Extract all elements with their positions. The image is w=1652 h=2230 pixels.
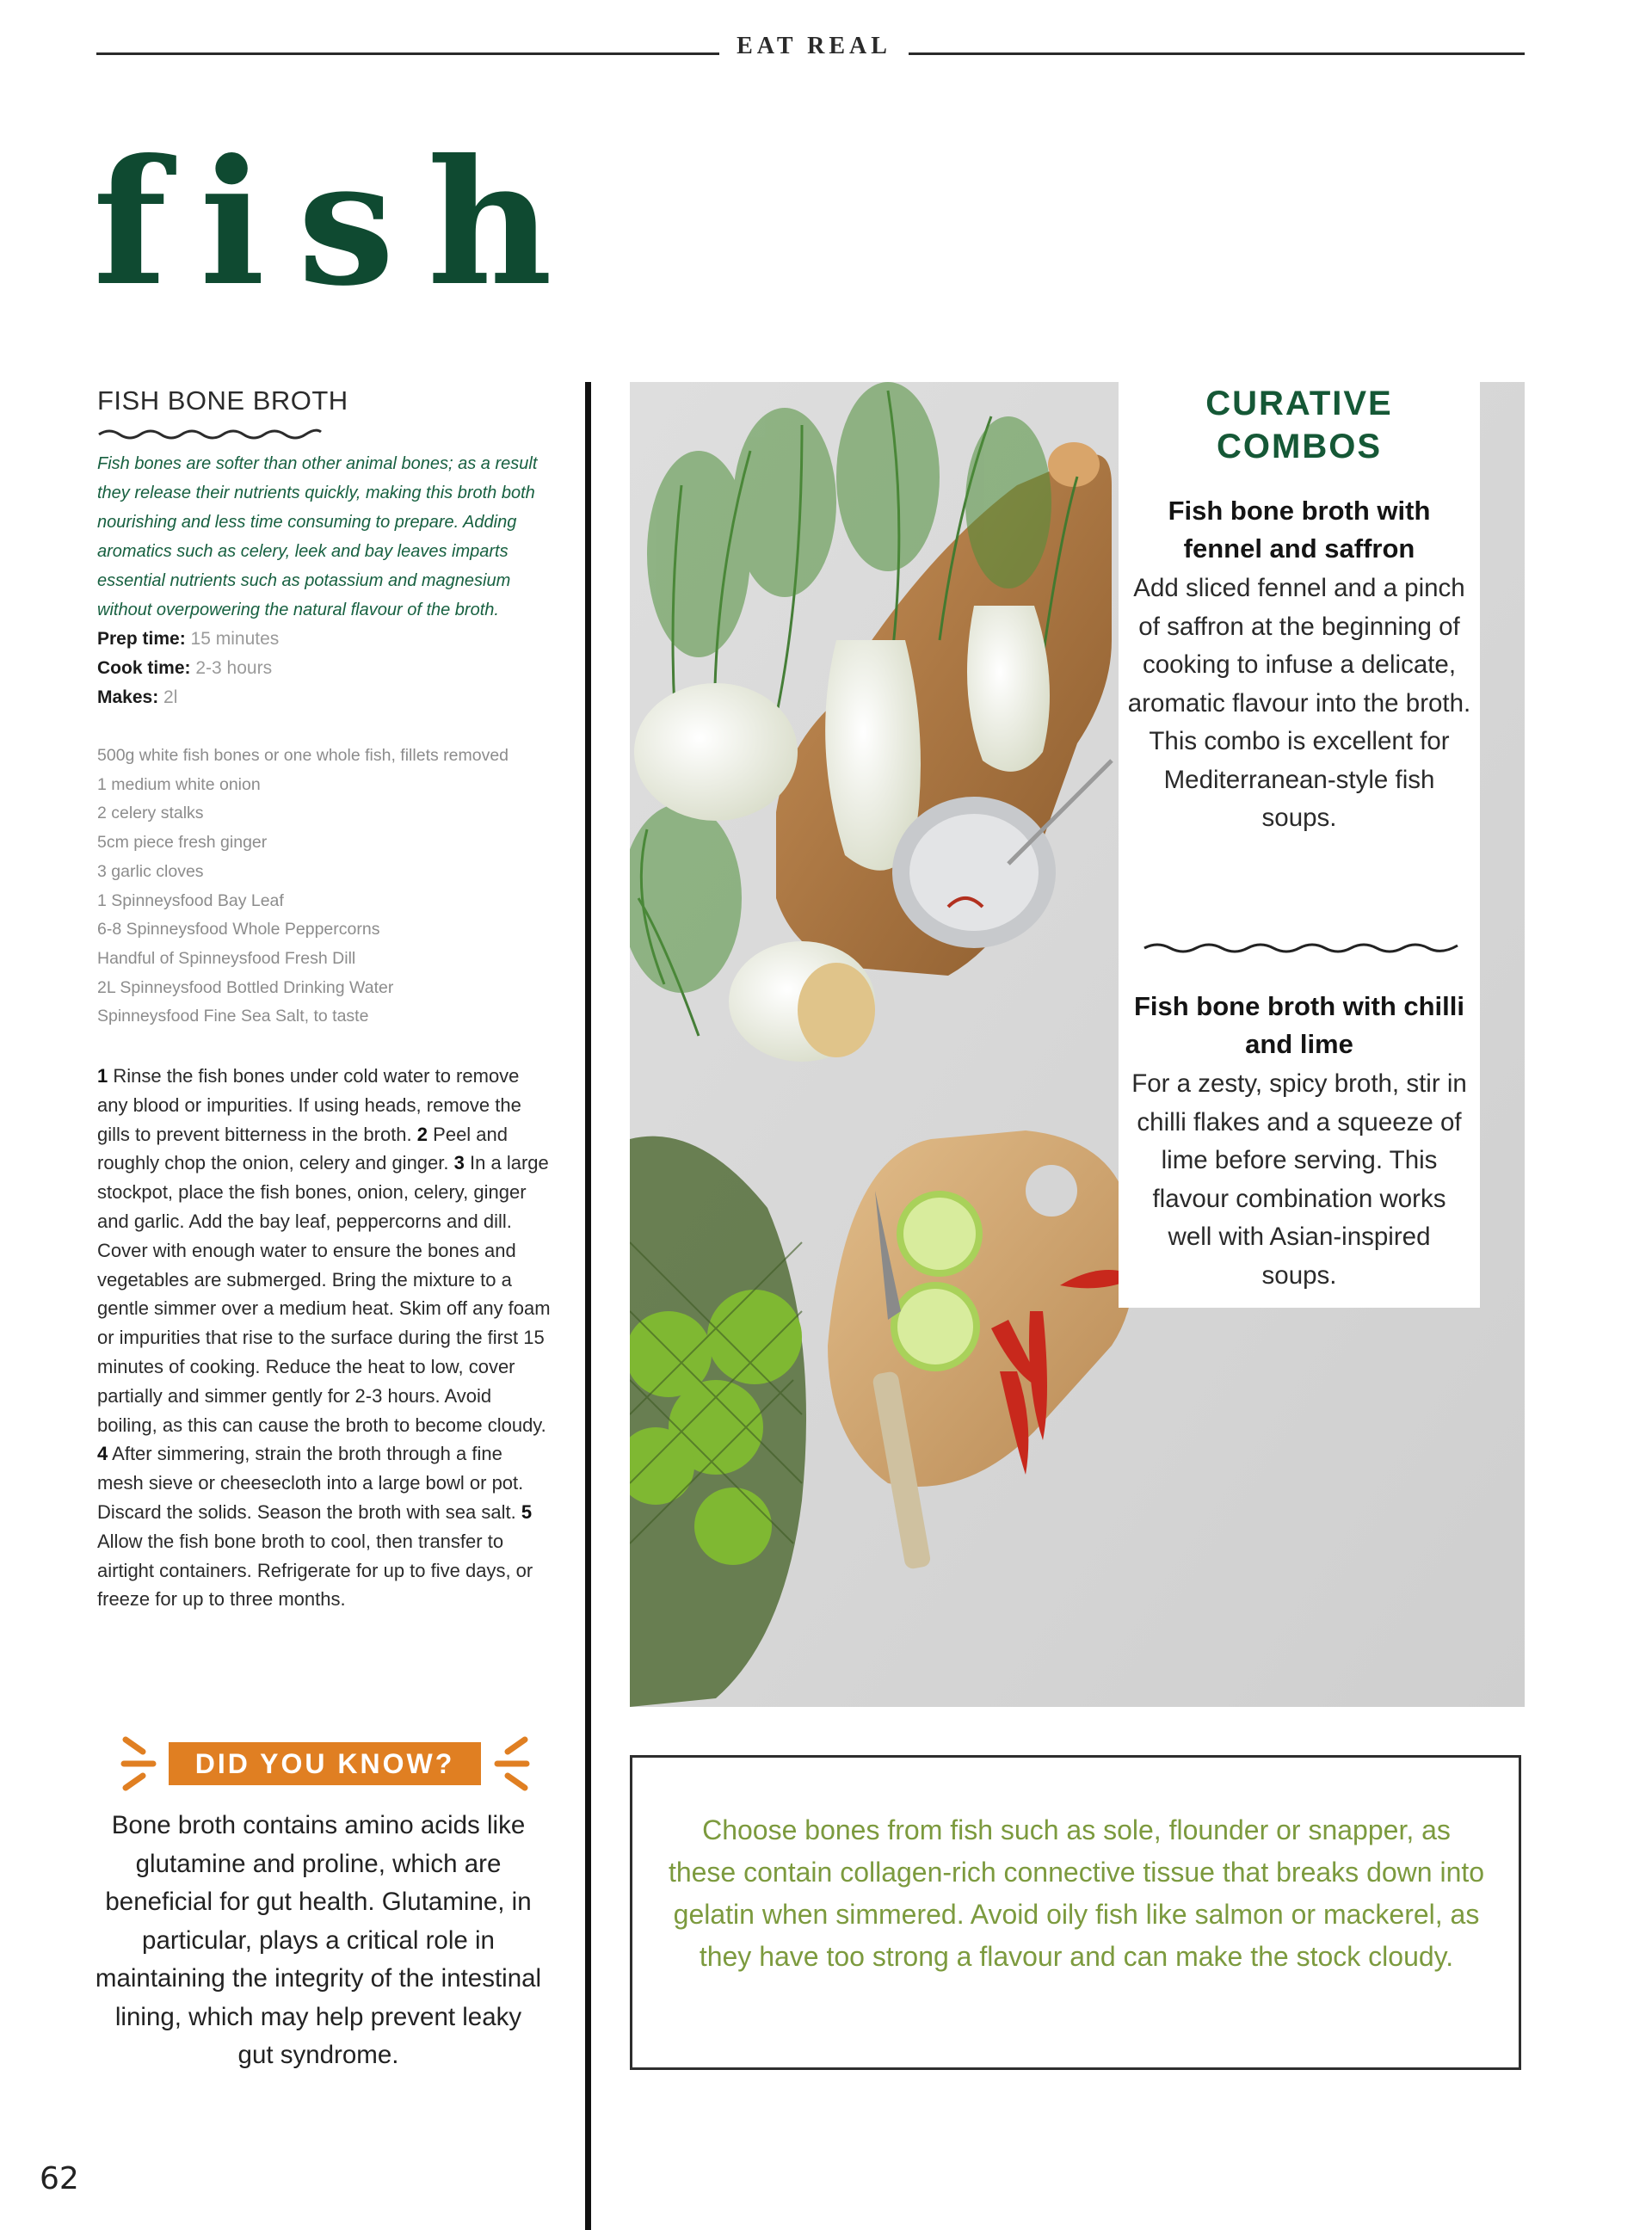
header-rule-left	[96, 52, 719, 55]
column-divider	[585, 382, 591, 2230]
did-you-know-banner	[119, 1736, 532, 1791]
did-you-know-text: Bone broth contains amino acids like glutamine and proline, which are beneficial for gut health. Glutamine, in particular, plays a critical role in maintaining the integrity of the intestinal lining, which may help prevent leaky gut syndrome.	[95, 1811, 542, 2069]
recipe-intro: Fish bones are softer than other animal bones; as a result they release their nutrients quickly, making this broth both nourishing and less time consuming to prepare. Adding aromatics such as celery, leek and bay leaves imparts essential nutrients such as potassium and magnesium without overpowering the natural flavour of the broth.	[97, 454, 538, 619]
heading-line-2: COMBOS	[1217, 428, 1382, 465]
prep-time	[97, 625, 545, 654]
method-step: Rinse the fish bones under cold water to remove any blood or impurities. If using heads, remove the gills to prevent bitterness in the broth.	[97, 1065, 521, 1145]
step-number: 3	[453, 1152, 465, 1174]
makes	[97, 683, 545, 712]
combo-2-body: For a zesty, spicy broth, stir in chilli flakes and a squeeze of lime before serving. This flavour combination works well with Asian-inspired soups.	[1131, 1069, 1467, 1290]
cook-value: 2-3 hours	[195, 658, 273, 678]
combo-1-body: Add sliced fennel and a pinch of saffron at the beginning of cooking to infuse a delicate, aromatic flavour into the broth. This combo is excellent for Mediterranean-style fish soups.	[1127, 574, 1471, 832]
cook-label: Cook time:	[97, 658, 191, 678]
combo-2-title: Fish bone broth with chilli and lime	[1133, 991, 1465, 1059]
tip-text: Choose bones from fish such as sole, flounder or snapper, as these contain collagen-rich connective tissue that breaks down into gelatin when simmered. Avoid oily fish like salmon or mackerel, as they have too strong a flavour and can make the stock cloudy.	[668, 1814, 1485, 1972]
header-rule-right	[909, 52, 1525, 55]
step-number: 4	[97, 1443, 108, 1465]
ingredient-item: 1 medium white onion	[97, 774, 261, 794]
cook-time	[97, 654, 545, 683]
prep-value: 15 minutes	[190, 629, 280, 649]
curative-combos-panel	[1119, 382, 1480, 1308]
method-step: Allow the fish bone broth to cool, then transfer to airtight containers. Refrigerate for up to five days, or freeze for up to three months.	[97, 1530, 533, 1611]
step-number: 5	[521, 1500, 533, 1523]
makes-label: Makes:	[97, 687, 159, 707]
did-you-know-label: DID YOU KNOW?	[169, 1742, 481, 1785]
page-title: fish	[93, 122, 586, 324]
wavy-divider-icon	[97, 427, 323, 442]
step-number: 1	[97, 1065, 108, 1087]
ingredient-list	[97, 742, 545, 1032]
recipe-meta	[97, 625, 545, 712]
burst-left-icon	[120, 1736, 163, 1791]
method-step: Peel and roughly chop the onion, celery and ginger.	[97, 1123, 509, 1174]
ingredient-item: 6-8 Spinneysfood Whole Peppercorns	[97, 920, 380, 939]
ingredient-item: 2L Spinneysfood Bottled Drinking Water	[97, 977, 394, 997]
wavy-divider-icon	[1143, 939, 1461, 957]
combo-1-title: Fish bone broth with fennel and saffron	[1168, 496, 1431, 564]
tip-box	[630, 1755, 1521, 2070]
recipe-title: FISH BONE BROTH	[97, 385, 348, 416]
ingredient-item: Spinneysfood Fine Sea Salt, to taste	[97, 1007, 369, 1026]
heading-line-1: CURATIVE	[1205, 385, 1393, 422]
ingredient-item: 1 Spinneysfood Bay Leaf	[97, 890, 284, 910]
recipe-method	[97, 1062, 552, 1614]
prep-label: Prep time:	[97, 629, 186, 649]
ingredient-item: Handful of Spinneysfood Fresh Dill	[97, 948, 356, 968]
makes-value: 2l	[163, 687, 178, 707]
burst-right-icon	[487, 1736, 530, 1791]
ingredient-item: 2 celery stalks	[97, 804, 204, 823]
step-number: 2	[416, 1123, 428, 1145]
ingredient-item: 3 garlic cloves	[97, 861, 204, 881]
ingredient-item: 500g white fish bones or one whole fish, fillets removed	[97, 746, 509, 765]
page-number: 62	[40, 2161, 79, 2196]
method-step: In a large stockpot, place the fish bones, onion, celery, ginger and garlic. Add the bay leaf, peppercorns and dill. Cover with enough water to ensure the bones and vegetables are submerged. Bring the mixture to a gentle simmer over a medium heat. Skim off any foam or impurities that rise to the surface during the first 15 minutes of cooking. Reduce the heat to low, cover partially and simmer gently for 2-3 hours. Avoid boiling, as this can cause the broth to become cloudy.	[97, 1152, 551, 1436]
method-step: After simmering, strain the broth through a fine mesh sieve or cheesecloth into a large bowl or pot. Discard the solids. Season the broth with sea salt.	[97, 1443, 524, 1523]
curative-combos-heading	[1119, 382, 1480, 468]
ingredient-item: 5cm piece fresh ginger	[97, 833, 268, 853]
section-header: EAT REAL	[737, 33, 891, 59]
